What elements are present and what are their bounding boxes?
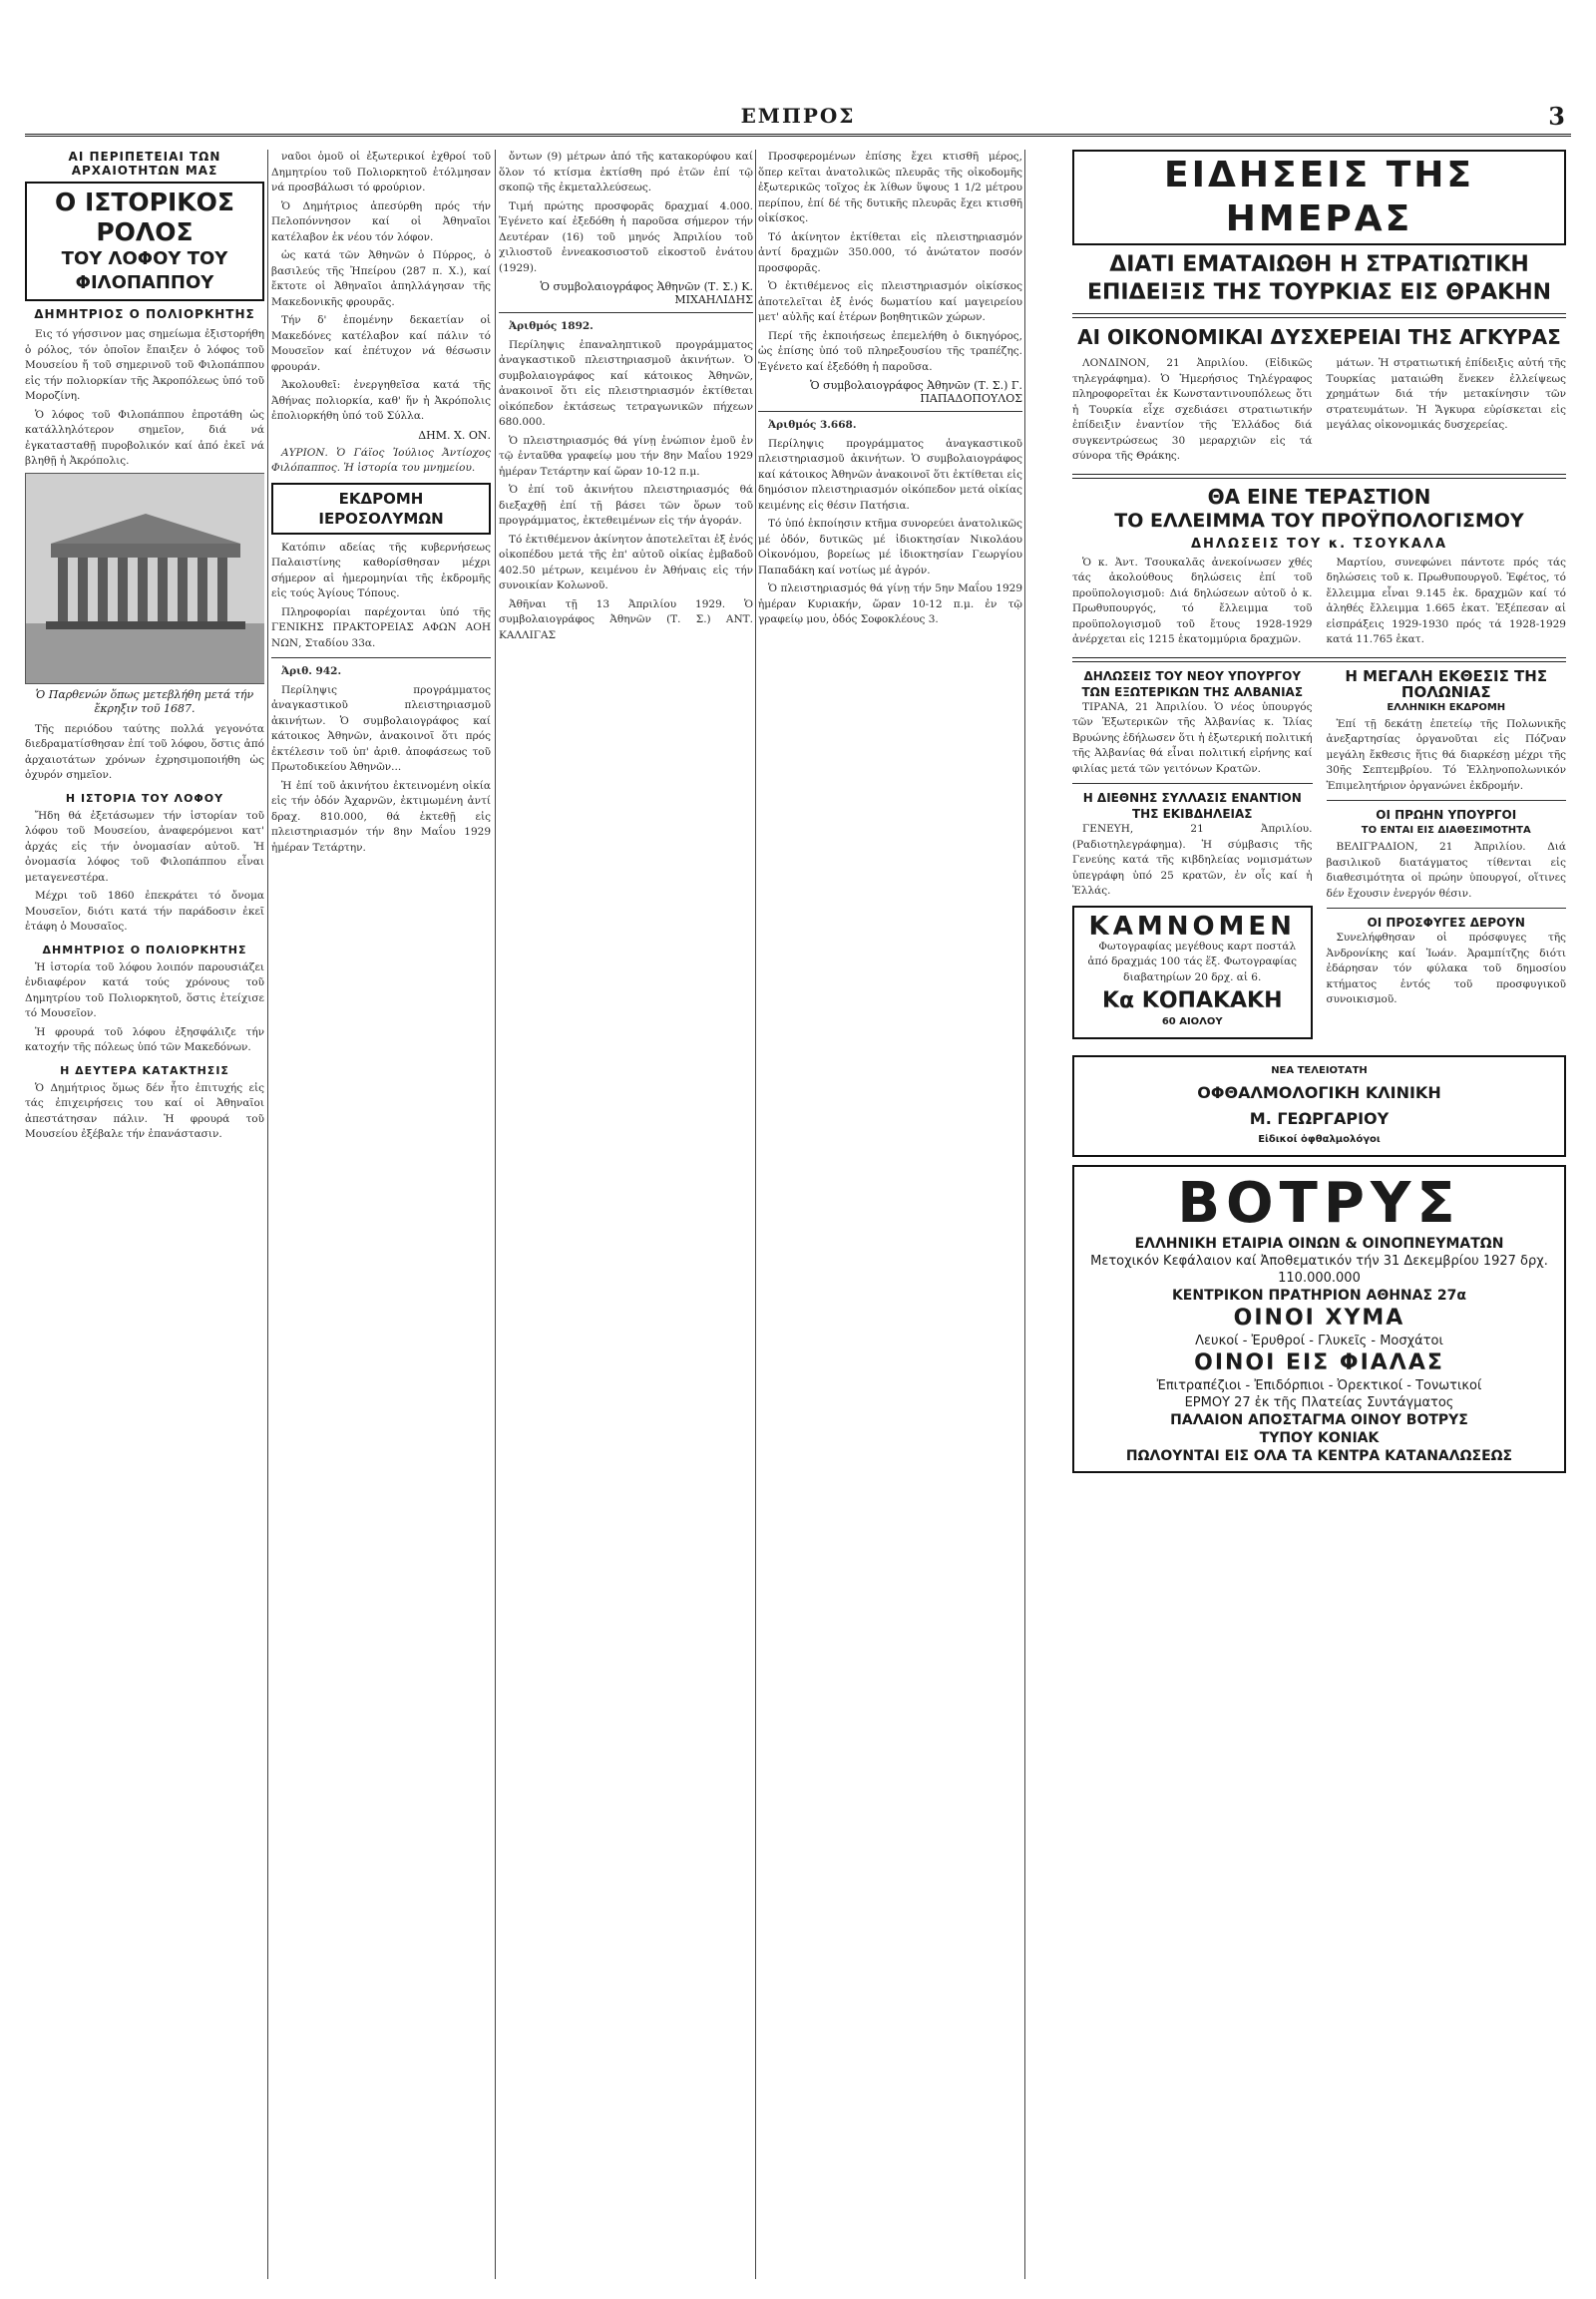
paragraph: Τῆς περιόδου ταύτης πολλά γεγονότα διεδραματίσθησαν ἐπί τοῦ λόφου, ὅστις ἀπό ἀρχαιοτάτων χρόνων ἐχρησιμοποιήθη ὡς ὀχυρόν σημεῖον. [25, 722, 264, 781]
paragraph: Μαρτίου, συνεφώνει πάντοτε πρός τάς δηλώσεις τοῦ κ. Πρωθυπουργοῦ. Ἐφέτος, τό ἔλλειμμα εἶναι 9.145 ἑκ. δραχμῶν καί τό ἀληθές ἔλλειμμα 1.665 ἑκατ. Ἐξέπεσαν αἱ εἰσπράξεις 1929-1930 πρός τά 1928-1929 κατά 11.765 ἑκατ. [1326, 556, 1566, 645]
paragraph: Μέχρι τοῦ 1860 ἐπεκράτει τό ὄνομα Μουσεῖον, διότι κατά τήν παράδοσιν ἐκεῖ ἐτάφη ὁ Μουσαῖος. [25, 890, 264, 933]
notice [271, 446, 491, 477]
albania-text [1072, 700, 1313, 778]
budget-header [1072, 485, 1566, 552]
paragraph: Συνελήφθησαν οἱ πρόσφυγες τῆς Ἀνδρονίκης καί Ἰωάν. Ἀραμπίτζης διότι ἐδάρησαν τόν φύλακα τοῦ δημοσίου κτήματος ἐντός τοῦ προσφυγικοῦ συνοικισμοῦ. [1326, 932, 1566, 1005]
paper-name: ΕΜΠΡΟΣ [740, 104, 856, 128]
refugees-headline: ΟΙ ΠΡΟΣΦΥΓΕΣ ΔΕΡΟΥΝ [1367, 916, 1525, 930]
lower-news [1072, 668, 1566, 1046]
section-title: Η ΙΣΤΟΡΙΑ ΤΟΥ ΛΟΦΟΥ [65, 791, 224, 805]
budget-body [1072, 556, 1566, 651]
paragraph: Ὁ λόφος τοῦ Φιλοπάππου ἐπροτάθη ὡς κατάλληλότερον σημεῖον, διά νά ἐγκατασταθῇ πυροβολικόν καί ἀπό ἐκεῖ νά βληθῇ ἡ Ἀκρόπολις. [25, 408, 264, 467]
paragraph: Κατόπιν αδείας τῆς κυβερνήσεως Παλαιστίνης καθορίσθησαν μέχρι σήμερον αἱ ἡμερομηνίαι τῆς ἐκδρομῆς εἰς τούς Ἁγίους Τόπους. [271, 541, 491, 599]
paragraph: Φωτογραφίας μεγέθους καρτ ποστάλ ἀπό δραχμάς 100 τάς ἕξ. Φωτογραφίας διαβατηρίων 20 δρχ. αἱ 6. [1087, 940, 1298, 983]
paragraph: ΑΥΡΙΟΝ. Ὁ Γάϊος Ἰούλιος Ἀντίοχος Φιλόπαππος. Ἡ ἱστορία του μνημείου. [271, 446, 491, 474]
paragraph: Ὁ πλειστηριασμός θά γίνῃ ἐνώπιον ἐμοῦ ἐν τῷ ἐνταῦθα γραφείῳ μου τήν 8ην Μαΐου 1929 ἡμέραν Τετάρτην καί ὥραν 10-12 π.μ. [499, 434, 753, 478]
parthenon-photo [25, 473, 264, 684]
article-label: Ἀριθ. 942. [281, 665, 342, 677]
divider [499, 312, 753, 313]
ad-text [1080, 940, 1305, 986]
article-body [25, 1081, 264, 1143]
brand-footer: ΠΩΛΟΥΝΤΑΙ ΕΙΣ ΟΛΑ ΤΑ ΚΕΝΤΡΑ ΚΑΤΑΝΑΛΩΣΕΩΣ [1125, 1448, 1513, 1464]
divider [1327, 908, 1567, 909]
clinic-ad-title: ΝΕΑ ΤΕΛΕΙΟΤΑΤΗ [1271, 1065, 1368, 1076]
budget-headline-2: ΤΟ ΕΛΛΕΙΜΜΑ ΤΟΥ ΠΡΟΫΠΟΛΟΓΙΣΜΟΥ [1114, 509, 1524, 532]
paragraph: Ὁ ἐπί τοῦ ἀκινήτου πλειστηριασμός θά διεξαχθῇ ἐπί τῇ βάσει τῶν ὅρων τοῦ προγράμματος, ἐκτεθειμένων εἰς τήν ἀγοράν. [499, 484, 753, 527]
signature: ΔΗΜ. Χ. ΟΝ. [418, 428, 491, 442]
budget-headline-1: ΘΑ ΕΙΝΕ ΤΕΡΑΣΤΙΟΝ [1207, 484, 1431, 509]
divider [758, 411, 1022, 412]
brand-cognac-type: ΤΥΠΟΥ ΚΟΝΙΑΚ [1259, 1430, 1380, 1446]
paragraph: Πληροφορίαι παρέχονται ὑπό τῆς ΓΕΝΙΚΗΣ ΠΡΑΚΤΟΡΕΙΑΣ ΑΦΩΝ ΑΟΗ ΝΩΝ, Σταδίου 33α. [271, 605, 491, 649]
paragraph: Ὁ πλειστηριασμός θά γίνῃ τήν 5ην Μαΐου 1929 ἡμέραν Κυριακήν, ὥραν 10-12 π.μ. ἐν τῷ γραφείῳ μου, ὁδός Σοφοκλέους 3. [758, 582, 1022, 625]
minister-subhead: ΤΟ ΕΝΤΑΙ ΕΙΣ ΔΙΑΘΕΣΙΜΟΤΗΤΑ [1361, 825, 1531, 836]
clinic-ad-name: ΟΦΘΑΛΜΟΛΟΓΙΚΗ ΚΛΙΝΙΚΗ [1197, 1083, 1441, 1102]
budget-text-left [1072, 556, 1313, 651]
divider [1072, 313, 1566, 318]
refugees-text [1327, 931, 1567, 1008]
brand-capital: Μετοχικόν Κεφάλαιον καί Ἀποθεματικόν τήν 31 Δεκεμβρίου 1927 δρχ. 110.000.000 [1090, 1254, 1548, 1286]
column-1 [25, 150, 264, 2279]
paragraph: Τιμή πρώτης προσφορᾶς δραχμαί 4.000. Ἐγένετο καί ἐξεδόθη ἡ παροῦσα σήμερον τήν Δευτέραν (16) τοῦ μηνός Ἀπριλίου τοῦ χιλιοστοῦ ἐννεακοσιοστοῦ εἰκοστοῦ ἐνάτου (1929). [499, 199, 753, 274]
clinic-ad-note: Εἰδικοί ὀφθαλμολόγοι [1258, 1134, 1381, 1145]
paragraph: Περίληψις προγράμματος ἀναγκαστικοῦ πλειστηριασμοῦ ἀκινήτων. Ὁ συμβολαιογράφος καί κάτοικος Ἀθηνῶν ἀνακοινοῖ ὅτι ἐκτίθεται εἰς δημόσιον πλειστηριασμόν οἰκόπεδον μετά οἰκίας κειμένης εἰς θέσιν Πατήσια. [758, 437, 1022, 512]
paragraph: ΤΙΡΑΝΑ, 21 Ἀπριλίου. Ὁ νέος ὑπουργός τῶν Ἐξωτερικῶν τῆς Ἀλβανίας κ. Ἰλίας Βρυώνης ἐδήλωσεν ὅτι ἡ ἐξωτερική πολιτική τῆς Ἀλβανίας θά εἶναι πολιτική εἰρήνης καί φιλίας μετά τῶν γειτόνων Κρατῶν. [1072, 700, 1313, 775]
column-divider [1024, 150, 1025, 2279]
paragraph: Περίληψις προγράμματος ἀναγκαστικοῦ πλειστηριασμοῦ ἀκινήτων. Ὁ συμβολαιογράφος καί κάτοικος Ἀθηνῶν, ἀνακοινοῖ ὅτι πρός ἐκτέλεσιν τοῦ ὑπ' ἀριθ. ἀποφάσεως τοῦ Πρωτοδικείου Ἀθηνῶν... [271, 683, 491, 773]
budget-text-right [1327, 556, 1567, 651]
brand-block [1080, 1173, 1558, 1465]
news-title: ΕΙΔΗΣΕΙΣ ΤΗΣ ΗΜΕΡΑΣ [1072, 150, 1566, 245]
news-headline-2: ΕΠΙΔΕΙΞΙΣ ΤΗΣ ΤΟΥΡΚΙΑΣ ΕΙΣ ΘΡΑΚΗΝ [1086, 280, 1552, 305]
article-body [25, 809, 264, 936]
paragraph: Ἀθῆναι τῇ 13 Ἀπριλίου 1929. Ὁ συμβολαιογράφος Ἀθηνῶν (Τ. Σ.) ΑΝΤ. ΚΑΛΛΙΓΑΣ [499, 597, 753, 641]
article-body [271, 150, 491, 425]
legal-notice [271, 664, 491, 856]
news-headline-3: ΑΙ ΟΙΚΟΝΟΜΙΚΑΙ ΔΥΣΧΕΡΕΙΑΙ ΤΗΣ ΑΓΚΥΡΑΣ [1077, 325, 1561, 349]
brand-bottle: ΟΙΝΟΙ ΕΙΣ ΦΙΑΛΑΣ [1194, 1350, 1444, 1375]
paragraph: Τό ἀκίνητον ἐκτίθεται εἰς πλειστηριασμόν ἀντί δραχμῶν 350.000, τό ἀνώτατον ποσόν προσφορᾶς. [758, 230, 1022, 274]
news-section [1072, 150, 1566, 2279]
article-body [25, 960, 264, 1056]
divider [1072, 783, 1313, 784]
paragraph: ΓΕΝΕΥΗ, 21 Ἀπριλίου. (Ραδιοτηλεγράφημα). Ἡ σύμβασις τῆς Γενεύης κατά τῆς κιβδηλείας νομισμάτων ὑπεγράφη ὑπό 25 κρατῶν, ἐν οἷς καί ἡ Ἑλλάς. [1072, 823, 1313, 897]
column-5-spacer [1027, 150, 1067, 2279]
article-label: Ἀριθμός 1892. [509, 320, 594, 332]
paragraph: Ἤδη θά ἐξετάσωμεν τήν ἱστορίαν τοῦ λόφου τοῦ Μουσείου, ἀναφερόμενοι κατ' ἀρχάς εἰς τήν ὀνομασίαν αὐτοῦ. Ἡ ὀνομασία λόφος τοῦ Φιλοπάππου εἶναι μεταγενεστέρα. [25, 809, 264, 884]
paragraph: Ὁ Δημήτριος ὅμως δέν ἦτο ἐπιτυχής εἰς τάς ἐπιχειρήσεις του καί οἱ Ἀθηναῖοι ἀπεστάτησαν πάλιν. Ἡ φρουρά τοῦ Μουσείου ἐξέβαλε τήν ἐπανάστασιν. [25, 1081, 264, 1140]
column-divider [267, 150, 268, 2279]
article-body [25, 722, 264, 784]
legal-notice [499, 319, 753, 643]
paragraph: Εις τό γήσσινον μας σημείωμα ἐξιστορήθη ὁ ρόλος, τόν ὁποῖον ἔπαιξεν ὁ λόφος τοῦ Μουσείου ἤ τοῦ σημερινοῦ τοῦ Φιλοπάππου εἰς τήν πολιορκίαν τῆς Ἀκροπόλεως ὑπό τοῦ Μοροζίνη. [25, 328, 264, 402]
article-body [25, 327, 264, 470]
news-headline-1: ΔΙΑΤΙ ΕΜΑΤΑΙΩΘΗ Η ΣΤΡΑΤΙΩΤΙΚΗ [1109, 252, 1529, 277]
section-title: Η ΔΕΥΤΕΡΑ ΚΑΤΑΚΤΗΣΙΣ [60, 1063, 229, 1077]
poland-headline: Η ΜΕΓΑΛΗ ΕΚΘΕΣΙΣ ΤΗΣ ΠΟΛΩΝΙΑΣ [1345, 666, 1548, 701]
article-label: Ἀριθμός 3.668. [768, 419, 857, 431]
paragraph: Τό ὑπό ἐκποίησιν κτῆμα συνορεύει ἀνατολικῶς μέ ὁδόν, δυτικῶς μέ ἰδιοκτησίαν Νικολάου Οἰκονόμου, βορείως μέ ἰδιοκτησίαν Γεωργίου Παπαδάκη καί νοτίως μέ ἀγρόν. [758, 518, 1022, 576]
paragraph: Ἡ ἐπί τοῦ ἀκινήτου ἐκτεινομένη οἰκία εἰς τήν ὁδόν Ἀχαρνῶν, ἐκτιμωμένη ἀντί δραχ. 810.000, θά ἐκτεθῇ εἰς πλειστηριασμόν τήν 8ην Μαΐου 1929 ἡμέραν Τετάρτην. [271, 779, 491, 854]
section-title-box [271, 483, 491, 535]
divider [1072, 657, 1566, 662]
section-title: ΕΚΔΡΟΜΗ ΙΕΡΟΣΟΛΥΜΩΝ [318, 489, 444, 528]
signature: Ὁ συμβολαιογράφος Ἀθηνῶν (Τ. Σ.) Γ. ΠΑΠΑΔΟΠΟΥΛΟΣ [810, 379, 1022, 405]
legal-notice [499, 150, 753, 276]
news-header [1072, 150, 1566, 350]
poland-subhead: ΕΛΛΗΝΙΚΗ ΕΚΔΡΟΜΗ [1387, 701, 1506, 713]
paragraph: ΛΟΝΔΙΝΟΝ, 21 Ἀπριλίου. (Εἰδικῶς τηλεγράφημα). Ὁ Ἡμερήσιος Τηλέγραφος πληροφορεῖται ἐκ Κωνσταντινουπόλεως ὅτι ἡ Τουρκία εἶχε σχεδιάσει στρατιωτικήν ἐπίδειξιν ἐναντίον τῆς Ἑλλάδος διά συγκεντρώσεως 30 μεραρχιῶν εἰς τά σύνορα τῆς Θράκης. [1072, 357, 1313, 462]
article-kicker: ΑΙ ΠΕΡΙΠΕΤΕΙΑΙ ΤΩΝ ΑΡΧΑΙΟΤΗΤΩΝ ΜΑΣ [68, 150, 221, 178]
divider [271, 657, 491, 658]
lower-left [1072, 668, 1313, 1046]
brand-types: Λευκοί - Ἐρυθροί - Γλυκεῖς - Μοσχάτοι [1195, 1334, 1443, 1348]
ad-title: ΚΑΜΝΟΜΕΝ [1088, 911, 1296, 942]
brand-wine: ΟΙΝΟΙ ΧΥΜΑ [1233, 1306, 1405, 1331]
column-divider [495, 150, 496, 2279]
article-body [271, 541, 491, 652]
paragraph: Ὁ ἐκτιθέμενος εἰς πλειστηριασμόν οἰκίσκος ἀποτελεῖται ἐξ ἑνός δωματίου καί μαγειρείου μετ' αὐλῆς καί ἑτέρων βοηθητικῶν χώρων. [758, 280, 1022, 323]
brand-depot: ΚΕΝΤΡΙΚΟΝ ΠΡΑΤΗΡΙΟΝ ΑΘΗΝΑΣ 27α [1171, 1288, 1467, 1304]
clinic-ad-doctor: Μ. ΓΕΩΡΓΑΡΙΟΥ [1249, 1109, 1390, 1128]
signature: Ὁ συμβολαιογράφος Ἀθηνῶν (Τ. Σ.) Κ. ΜΙΧΑΗΛΙΔΗΣ [540, 280, 753, 306]
news-body [1072, 356, 1566, 468]
minister-text [1327, 840, 1567, 902]
paragraph: ΒΕΛΙΓΡΑΔΙΟΝ, 21 Ἀπριλίου. Διά βασιλικοῦ διατάγματος τίθενται εἰς διαθεσιμότητα οἱ πρώην ὑπουργοί, οἵτινες δέν ἔχουσιν ἐνεργόν θέσιν. [1326, 841, 1566, 900]
masthead [25, 100, 1571, 137]
column-2 [271, 150, 491, 2279]
paragraph: Τό ἐκτιθέμενον ἀκίνητον ἀποτελεῖται ἐξ ἑνός οἰκοπέδου μετά τῆς ἐπ' αὐτοῦ οἰκίας ἐμβαδοῦ 402.50 μέτρων, κειμένου ἐν Ἀθήναις εἰς τήν συνοικίαν Κολωνοῦ. [499, 533, 753, 591]
headline-line-2: ΤΟΥ ΛΟΦΟΥ ΤΟΥ ΦΙΛΟΠΑΠΠΟΥ [61, 248, 228, 293]
paragraph: Προσφερομένων ἐπίσης ἔχει κτισθῆ μέρος, ὅπερ κεῖται ἀνατολικῶς πλευρᾶς τῆς οἰκοδομῆς ἐξωτερικῶς τοῖχος ἐκ λίθων ὕψους 1 1/2 μέτρου περίπου, ἐπί δέ τῆς δυτικῆς πλευρᾶς ἔχει κτισθῆ οἰκίσκος. [758, 151, 1022, 224]
legal-notice [758, 418, 1022, 628]
brand-cognac: ΠΑΛΑΙΟΝ ΑΠΟΣΤΑΓΜΑ ΟΙΝΟΥ ΒΟΤΡΥΣ [1170, 1412, 1468, 1428]
brand-address: ΕΡΜΟΥ 27 ἐκ τῆς Πλατείας Συντάγματος [1184, 1395, 1454, 1410]
divider [1072, 474, 1566, 479]
paragraph: Ἡ φρουρά τοῦ λόφου ἐξησφάλιζε τήν κατοχήν τῆς πόλεως ὑπό τῶν Μακεδόνων. [25, 1025, 264, 1053]
photo-studio-ad [1072, 906, 1313, 1040]
budget-subhead: ΔΗΛΩΣΕΙΣ ΤΟΥ κ. ΤΣΟΥΚΑΛΑ [1190, 536, 1448, 552]
botrys-ad [1072, 1165, 1566, 1473]
paragraph: μάτων. Ἡ στρατιωτική ἐπίδειξις αὐτή τῆς Τουρκίας ματαιώθη ἕνεκεν ἐλλείψεως χρημάτων διά τήν μετακίνησιν τῶν στρατευμάτων. Ἡ Ἄγκυρα εὑρίσκεται εἰς μεγάλας οἰκονομικάς δυσχερείας. [1326, 357, 1566, 431]
brand-name: ΒΟΤΡΥΣ [1177, 1171, 1461, 1236]
divider [1327, 800, 1567, 801]
albania-headline: ΔΗΛΩΣΕΙΣ ΤΟΥ ΝΕΟΥ ΥΠΟΥΡΓΟΥ ΤΩΝ ΕΞΩΤΕΡΙΚΩΝ ΤΗΣ ΑΛΒΑΝΙΑΣ [1081, 668, 1304, 699]
legal-notice [758, 150, 1022, 375]
geneva-headline: Η ΔΙΕΘΝΗΣ ΣΥΛΛΑΣΙΣ ΕΝΑΝΤΙΟΝ ΤΗΣ ΕΚΙΒΔΗΛΕΙΑΣ [1082, 791, 1302, 821]
poland-text [1327, 717, 1567, 795]
ad-brand: Κα ΚΟΠΑΚΑΚΗ [1101, 988, 1283, 1013]
brand-list: Ἐπιτραπέζιοι - Ἐπιδόρπιοι - Ὀρεκτικοί - Τονωτικοί [1156, 1378, 1482, 1393]
paragraph: ὡς κατά τῶν Ἀθηνῶν ὁ Πύρρος, ὁ βασιλεύς τῆς Ἠπείρου (287 π. Χ.), καί ἔκτοτε οἱ Ἀθηναῖοι ἀπηλλάγησαν τῆς Μακεδονικῆς φρουρᾶς. [271, 249, 491, 308]
paragraph: Ἐπί τῇ δεκάτῃ ἐπετείῳ τῆς Πολωνικῆς ἀνεξαρτησίας ὀργανοῦται εἰς Πόζναν μεγάλη ἔκθεσις ἥτις θά διαρκέσῃ μέχρι τῆς 30ῆς Σεπτεμβρίου. Τό Ἑλληνοπολωνικόν Ἐπιμελητήριον ὀργανώνει ἐκδρομήν. [1326, 717, 1566, 792]
page-number: 3 [1548, 102, 1565, 131]
paragraph: Ὁ Δημήτριος ἀπεσύρθη πρός τήν Πελοπόννησον καί οἱ Ἀθηναῖοι κατέλαβον ἐκ νέου τόν λόφον. [271, 199, 491, 243]
paragraph: Περίληψις ἐπαναληπτικοῦ προγράμματος ἀναγκαστικοῦ πλειστηριασμοῦ ἀκινήτων. Ὁ συμβολαιογράφος καί κάτοικος Ἀθηνῶν, ἀνακοινοῖ ὅτι εἰς πλειστηριασμόν ἐκτίθεται οἰκόπεδον ἐκτάσεως τετραγωνικῶν πήχεων 680.000. [499, 338, 753, 428]
news-text-left [1072, 356, 1313, 468]
paragraph: Τήν δ' ἐπομένην δεκαετίαν οἱ Μακεδόνες κατέλαβον καί πάλιν τό Μουσεῖον καί ἐπέτυχον νά θέσωσιν φρουράν. [271, 314, 491, 373]
ad-address: 60 ΑΙΟΛΟΥ [1161, 1016, 1223, 1027]
paragraph: Ὁ κ. Ἀντ. Τσουκαλᾶς ἀνεκοίνωσεν χθές τάς ἀκολούθους δηλώσεις ἐπί τοῦ προϋπολογισμοῦ: Διά δηλώσεων αὐτοῦ ὁ κ. Πρωθυπουργός, τό ἔλλειμμα τοῦ προϋπολογισμοῦ τοῦ ἔτους 1928-1929 ἀνέρχεται εἰς 1215 ἑκατομμύρια δραχμῶν. [1072, 556, 1313, 645]
parthenon-illustration [26, 474, 264, 683]
column-4 [758, 150, 1022, 2279]
paragraph: Περί τῆς ἐκποιήσεως ἐπεμελήθη ὁ δικηγόρος, ὡς ἐπίσης ὑπό τοῦ πληρεξουσίου τῆς τραπέζης. Ἐγένετο καί ἐξεδόθη ἡ παροῦσα. [758, 329, 1022, 373]
minister-headline: ΟΙ ΠΡΩΗΝ ΥΠΟΥΡΓΟΙ [1376, 808, 1517, 822]
column-3 [499, 150, 753, 2279]
paragraph: Ἡ ἱστορία τοῦ λόφου λοιπόν παρουσιάζει ἐνδιαφέρον κατά τούς χρόνους τοῦ Δημητρίου τοῦ Πολιορκητοῦ, ὅστις ἐτείχισε τό Μουσεῖον. [25, 960, 264, 1019]
article-headline-box [25, 182, 264, 301]
article-byline: ΔΗΜΗΤΡΙΟΣ Ο ΠΟΛΙΟΡΚΗΤΗΣ [34, 307, 255, 321]
photo-caption: Ὁ Παρθενών ὅπως μετεβλήθη μετά τήν ἔκρηξιν τοῦ 1687. [35, 687, 254, 715]
paragraph: ὄντων (9) μέτρων ἀπό τῆς κατακορύφου καί ὅλον τό κτίσμα ἐκτίσθη πρό ἐτῶν ἐπί τῷ σκοπῷ τῆς ἐκμεταλλεύσεως. [499, 151, 753, 193]
column-divider [755, 150, 756, 2279]
news-text-right [1327, 356, 1567, 468]
paragraph: ναῦοι ὁμοῦ οἱ ἐξωτερικοί ἐχθροί τοῦ Δημητρίου τοῦ Πολιορκητοῦ ἐτόλμησαν νά προσβάλωσι τό φρούριον. [271, 151, 491, 193]
clinic-ad [1072, 1055, 1566, 1157]
geneva-text [1072, 822, 1313, 900]
headline-line-1: Ο ΙΣΤΟΡΙΚΟΣ ΡΟΛΟΣ [55, 188, 234, 246]
paragraph: Ἀκολουθεῖ: ἐνεργηθεῖσα κατά τῆς Ἀθήνας πολιορκία, καθ' ἥν ἡ Ἀκρόπολις ἐπολιορκήθη ὑπό τοῦ Σύλλα. [271, 379, 491, 422]
lower-right [1327, 668, 1567, 1046]
brand-company: ΕΛΛΗΝΙΚΗ ΕΤΑΙΡΙΑ ΟΙΝΩΝ & ΟΙΝΟΠΝΕΥΜΑΤΩΝ [1134, 1236, 1504, 1252]
section-title: ΔΗΜΗΤΡΙΟΣ Ο ΠΟΛΙΟΡΚΗΤΗΣ [42, 943, 247, 957]
